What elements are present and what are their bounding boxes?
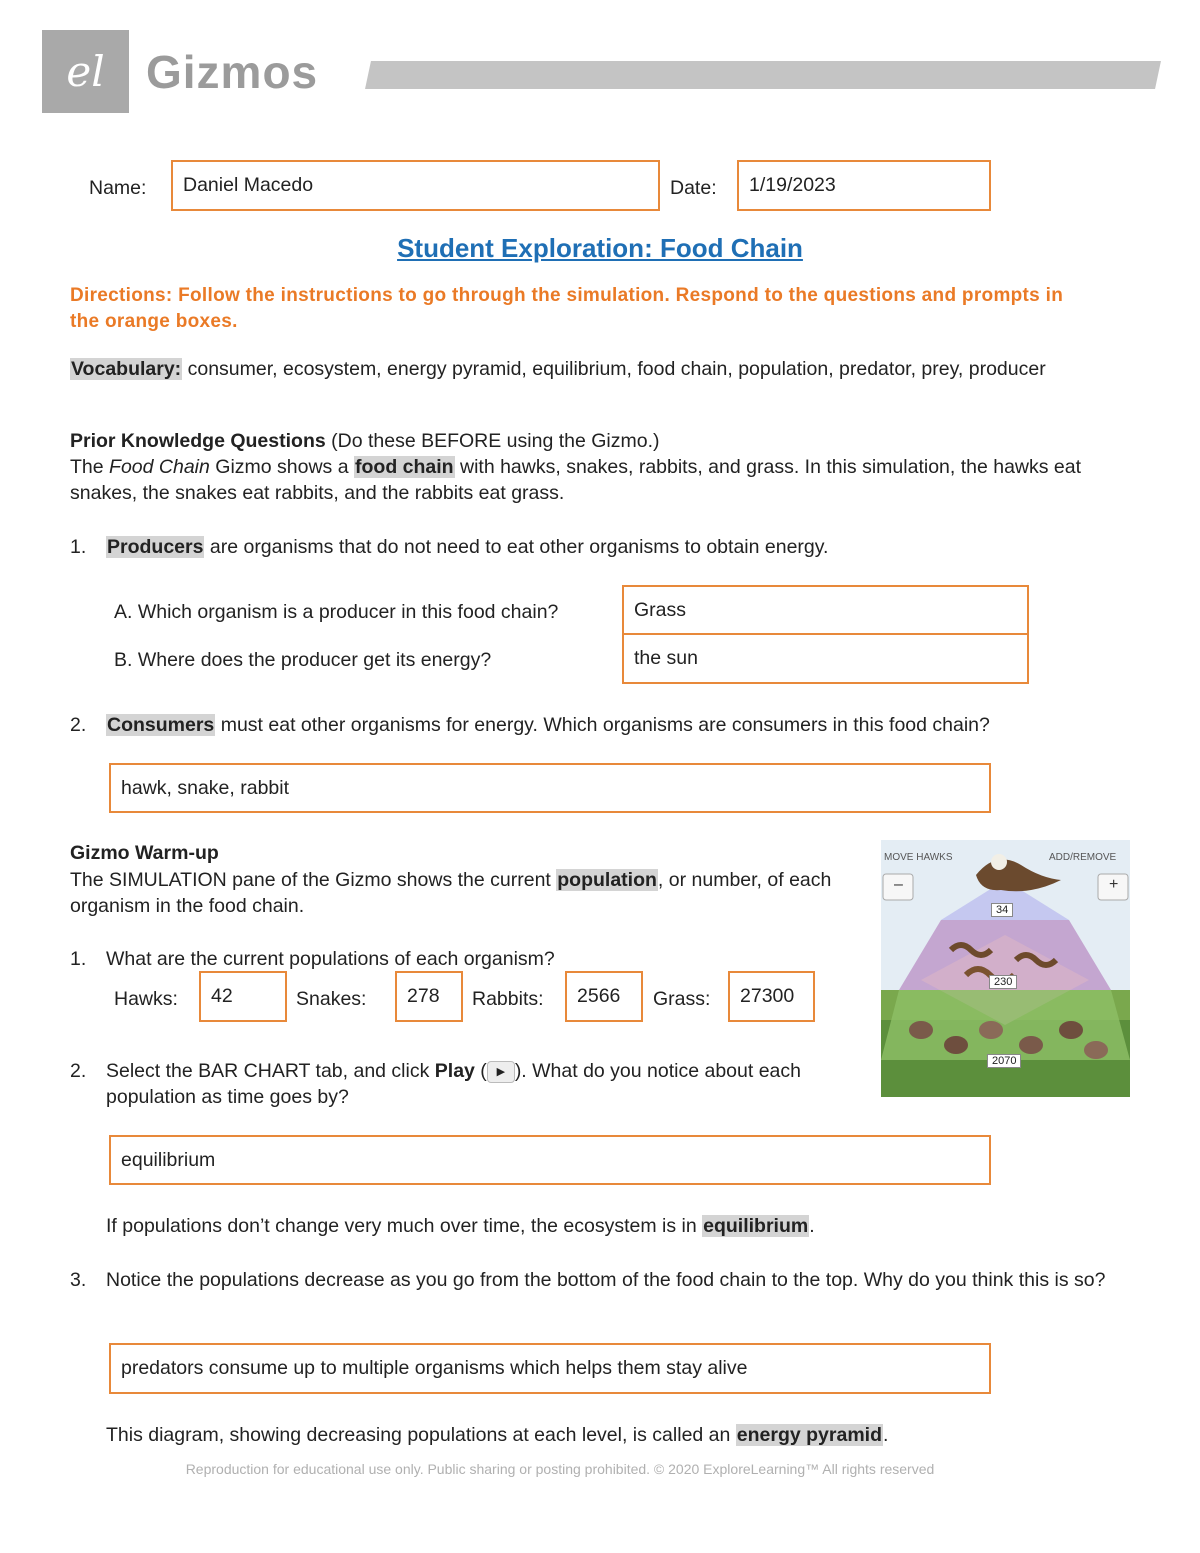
warmup-intro-part: The SIMULATION pane of the Gizmo shows the current	[70, 869, 557, 891]
vocabulary-terms: consumer, ecosystem, energy pyramid, equilibrium, food chain, population, predator, prey, producer	[187, 358, 1046, 380]
prior-heading-title: Prior Knowledge Questions	[70, 430, 326, 452]
brand-name: Gizmos	[146, 46, 319, 98]
answer-2-field[interactable]: hawk, snake, rabbit	[109, 763, 991, 813]
snakes-label: Snakes:	[296, 988, 367, 1010]
play-icon: ▶	[487, 1061, 515, 1083]
prior-intro-part: with hawks, snakes, rabbits, and grass. In this simulation, the hawks eat snakes, the snakes eat rabbits, and the rabbits eat grass.	[70, 456, 1082, 504]
vocabulary	[70, 356, 1120, 382]
footer-notice: Reproduction for educational use only. Public sharing or posting prohibited. © 2020 ExploreLearning™ All rights reserved	[185, 1461, 935, 1477]
producers-text: are organisms that do not need to eat other organisms to obtain energy.	[204, 536, 829, 558]
consumers-term: Consumers	[107, 714, 215, 736]
answer-1a-field[interactable]: Grass	[622, 585, 1029, 635]
consumers-text: must eat other organisms for energy. Which organisms are consumers in this food chain?	[215, 714, 990, 736]
warmup-q1-text: What are the current populations of each organism?	[106, 948, 555, 970]
rabbit-count: 2070	[987, 1054, 1021, 1068]
name-label: Name:	[89, 177, 147, 199]
hawks-field[interactable]: 42	[199, 971, 287, 1022]
question-1a-label: A. Which organism is a producer in this food chain?	[114, 601, 559, 623]
prior-intro-part: The	[70, 456, 110, 478]
equilibrium-term: equilibrium	[703, 1215, 809, 1237]
prior-heading-note: (Do these BEFORE using the Gizmo.)	[331, 430, 660, 452]
rabbits-field[interactable]: 2566	[565, 971, 643, 1022]
question-1b-label: B. Where does the producer get its energy?	[114, 649, 492, 671]
energy-pyramid-note-part: This diagram, showing decreasing populations at each level, is called an	[106, 1424, 736, 1446]
grass-field[interactable]: 27300	[728, 971, 815, 1022]
simulation-image	[881, 840, 1130, 1097]
question-consumers	[106, 712, 990, 738]
logo-badge	[42, 30, 129, 113]
answer-1b-field[interactable]: the sun	[622, 633, 1029, 684]
play-term: Play	[434, 1060, 475, 1082]
question-producers	[106, 534, 828, 560]
q2-text-part: Select the BAR CHART tab, and click	[106, 1060, 435, 1082]
answer-warmup-3-field[interactable]: predators consume up to multiple organisms which helps them stay alive	[109, 1343, 991, 1394]
question-number: 1.	[70, 536, 87, 558]
prior-intro-term: food chain	[355, 456, 454, 478]
energy-pyramid-note	[106, 1422, 888, 1448]
grass-label: Grass:	[653, 988, 711, 1010]
prior-intro	[70, 454, 1100, 506]
hawks-label: Hawks:	[114, 988, 178, 1010]
producers-term: Producers	[107, 536, 204, 558]
question-number: 2.	[70, 714, 87, 736]
population-term: population	[557, 869, 657, 891]
plus-button: +	[1109, 876, 1119, 893]
energy-pyramid-term: energy pyramid	[736, 1424, 883, 1446]
date-label: Date:	[670, 177, 717, 199]
date-field[interactable]: 1/19/2023	[737, 160, 991, 211]
question-number: 2.	[70, 1060, 87, 1082]
warmup-q2-text	[106, 1058, 846, 1110]
directions-text: Directions: Follow the instructions to go through the simulation. Respond to the questions and prompts in the orange boxes.	[70, 285, 1064, 332]
question-number: 1.	[70, 948, 87, 970]
question-number: 3.	[70, 1269, 87, 1291]
vocabulary-label: Vocabulary:	[71, 358, 182, 380]
header-bar	[365, 61, 1161, 89]
prior-intro-part: Gizmo shows a	[209, 456, 354, 478]
q2-text-part: ). What do you notice about each population as time goes by?	[106, 1060, 801, 1108]
move-hawks-label: MOVE HAWKS	[884, 852, 953, 863]
equilibrium-note-part: .	[809, 1215, 815, 1237]
hawk-count: 34	[991, 903, 1013, 917]
snakes-field[interactable]: 278	[395, 971, 463, 1022]
name-field[interactable]: Daniel Macedo	[171, 160, 660, 211]
q2-text-part: (	[474, 1060, 487, 1082]
logo-mark: el	[66, 47, 105, 96]
equilibrium-note	[106, 1213, 815, 1239]
snake-count: 230	[989, 975, 1017, 989]
answer-warmup-2-field[interactable]: equilibrium	[109, 1135, 991, 1185]
equilibrium-note-part: If populations don’t change very much over time, the ecosystem is in	[106, 1215, 703, 1237]
energy-pyramid-note-part: .	[883, 1424, 889, 1446]
add-remove-label: ADD/REMOVE	[1049, 852, 1117, 863]
prior-intro-italic: Food Chain	[109, 456, 210, 478]
warmup-heading: Gizmo Warm-up	[70, 842, 219, 864]
warmup-q3-text: Notice the populations decrease as you go from the bottom of the food chain to the top. Why do you think this is so?	[106, 1269, 1106, 1291]
prior-heading	[70, 428, 660, 454]
warmup-intro	[70, 867, 870, 919]
minus-button: –	[894, 876, 903, 893]
page-title: Student Exploration: Food Chain	[397, 233, 803, 263]
warmup-intro-part: , or number, of each organism in the food chain.	[70, 869, 832, 917]
rabbits-label: Rabbits:	[472, 988, 544, 1010]
